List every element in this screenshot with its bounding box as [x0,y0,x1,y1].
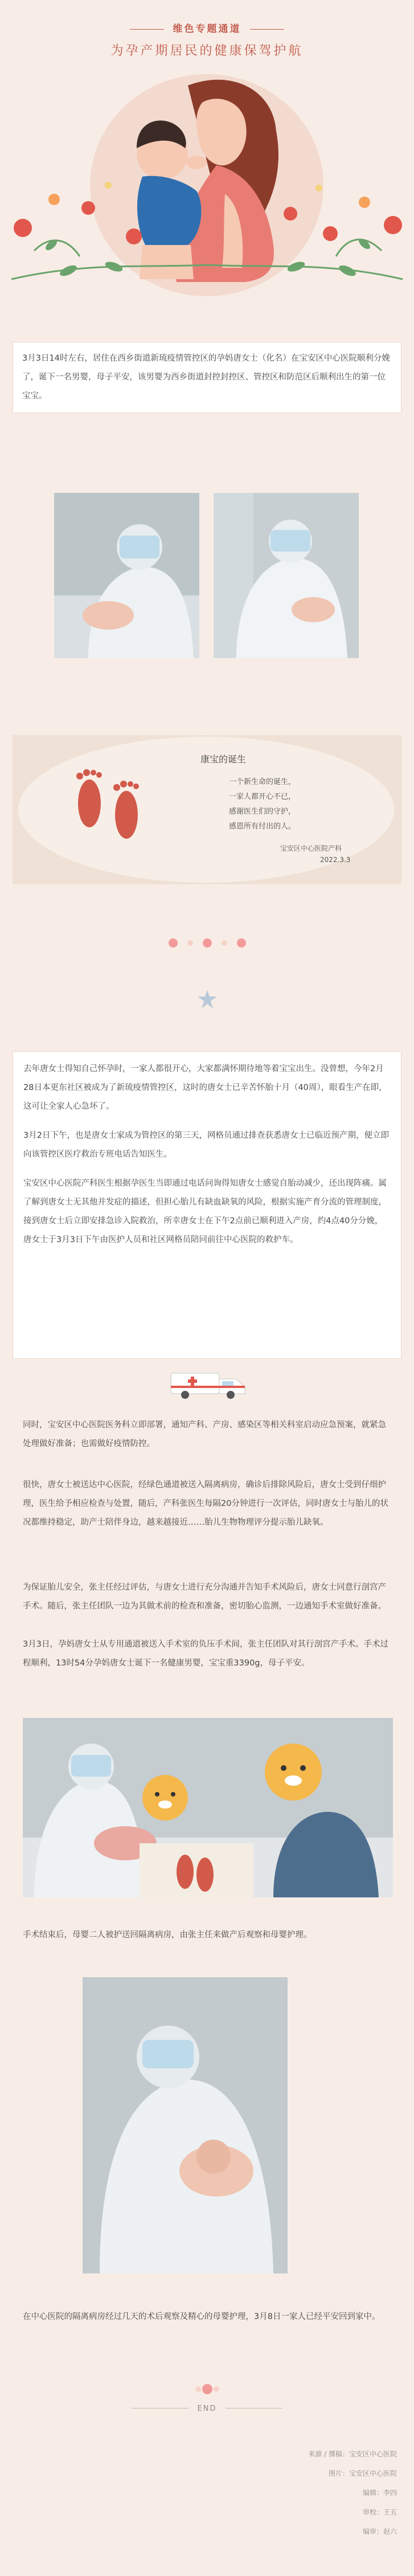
card-line: 感谢医生们的守护， [229,807,296,816]
photo-family-with-baby [23,1718,393,1897]
header-banner [0,0,414,342]
card-line: 感恩所有付出的人。 [229,822,296,831]
photo-nurse-holding-newborn [83,1977,288,2273]
credit-line: 来源 / 撰稿：宝安区中心医院 [308,2450,397,2458]
story-paragraph-5: 很快，唐女士被送达中心医院，经绿色通道被送入隔离病房，确诊后排除风险后，唐女士受到仔细护理，医生给予相应检查与处置，随后，产科张医生每隔20分钟进行一次评估，同时唐女士与胎儿的状况都维持稳定，助产士陪伴身边，越来越接近……胎儿生物物理评分提示胎儿缺氧。 [23,1480,388,1527]
end-section [0,2382,414,2413]
card-lines [229,775,377,834]
card-line: 一家人都开心不已， [229,793,296,801]
credits-block [308,2444,397,2541]
intro-text: 3月3日14时左右，居住在西乡街道新琉疫情管控区的孕妈唐女士（化名）在宝安区中心医院顺利分娩了，诞下一名男婴，母子平安，该男婴为西乡街道封控封控区、管控区和防范区后顺利出生的第一位宝宝。 [22,354,390,401]
credit-line: 审校：王五 [362,2508,397,2516]
story-paragraph-7: 3月3日，孕妈唐女士从专用通道被送入手术室的负压手术间，张主任团队对其行剖宫产手术。手术过程顺利，13时54分孕妈唐女士诞下一名健康男婴，宝宝重3390g，母子平安。 [23,1640,388,1668]
credit-line: 图片：宝安区中心医院 [328,2469,397,2477]
photo-doctor-holding-newborn [54,493,199,658]
end-flower-icon [190,2382,224,2397]
ambulance-icon [165,1367,251,1404]
photo-medic-cradling-baby [214,493,359,658]
intro-box [13,342,401,413]
credit-line: 编审：赵六 [362,2528,397,2536]
hanging-star-icon [193,989,222,1011]
credit-line: 编辑：李四 [362,2489,397,2497]
header-tag-row [0,21,414,35]
story-paragraph-6: 为保证胎儿安全，张主任经过评估，与唐女士进行充分沟通并告知手术风险后，唐女士同意行剖宫产手术。随后，张主任团队一边为其做术前的检查和准备，密切胎心监测，一边通知手术室做好准备。 [23,1583,386,1611]
tag-line-right [250,29,284,30]
decor-icon-row [0,989,414,1014]
mother-baby-illustration [0,63,414,330]
story-box [13,1051,401,1359]
flower-divider [0,934,414,954]
baby-footprint-card [13,735,401,884]
end-label: END [197,2404,217,2413]
card-date: 2022.3.3 [320,856,351,864]
story-paragraph-8: 手术结束后，母婴二人被护送回隔离病房，由张主任来做产后观察和母婴护理。 [23,1930,312,1940]
story-paragraph-4: 同时，宝安区中心医院医务科立即部署，通知产科、产房、感染区等相关科室启动应急预案，就紧急处理做好准备；也需做好疫情防控。 [23,1420,386,1448]
header-tag: 维色专题通道 [173,23,241,35]
story-paragraph-3: 宝安区中心医院产科医生根据孕医生当即通过电话问询得知唐女士感觉自胎动减少，还出现阵痛。属了解到唐女士无其他并发症的描述，但担心胎儿有缺血缺氧的风险，根据实施产育分流的管理制度，接到唐女士后立即安排急诊入院救治，所幸唐女士在下午2点前已顺利进入产房，约4点40分分娩，唐女士于3月3日下午由医护人员和社区网格员陪同前往中心医院的救护车。 [23,1179,387,1244]
card-title: 康宝的诞生 [200,754,247,765]
story-paragraph-1: 去年唐女士得知自己怀孕时，一家人都很开心，大家都满怀期待地等着宝宝出生。没曾想，今年2月28日本更东社区被成为了新琉疫情管控区，这时的唐女士已辛苦怀胎十月（40周），眼看生产在即，这可让全家人心急坏了。 [23,1064,387,1111]
tag-line-left [130,29,164,30]
card-line: 一个新生命的诞生， [229,778,296,786]
header-subtitle: 为孕产期居民的健康保驾护航 [110,44,304,58]
story-paragraph-2: 3月2日下午，也是唐女士家成为管控区的第三天，网格员通过排查获悉唐女士已临近预产期，便立即向该管控区医疗救治专班电话告知医生。 [23,1131,389,1159]
card-signature: 宝安区中心医院产科 [280,844,342,852]
end-row [0,2402,414,2413]
story-paragraph-9: 在中心医院的隔离病房经过几天的术后观察及精心的母婴护理，3月8日一家人已经平安回到家中。 [23,2312,380,2321]
